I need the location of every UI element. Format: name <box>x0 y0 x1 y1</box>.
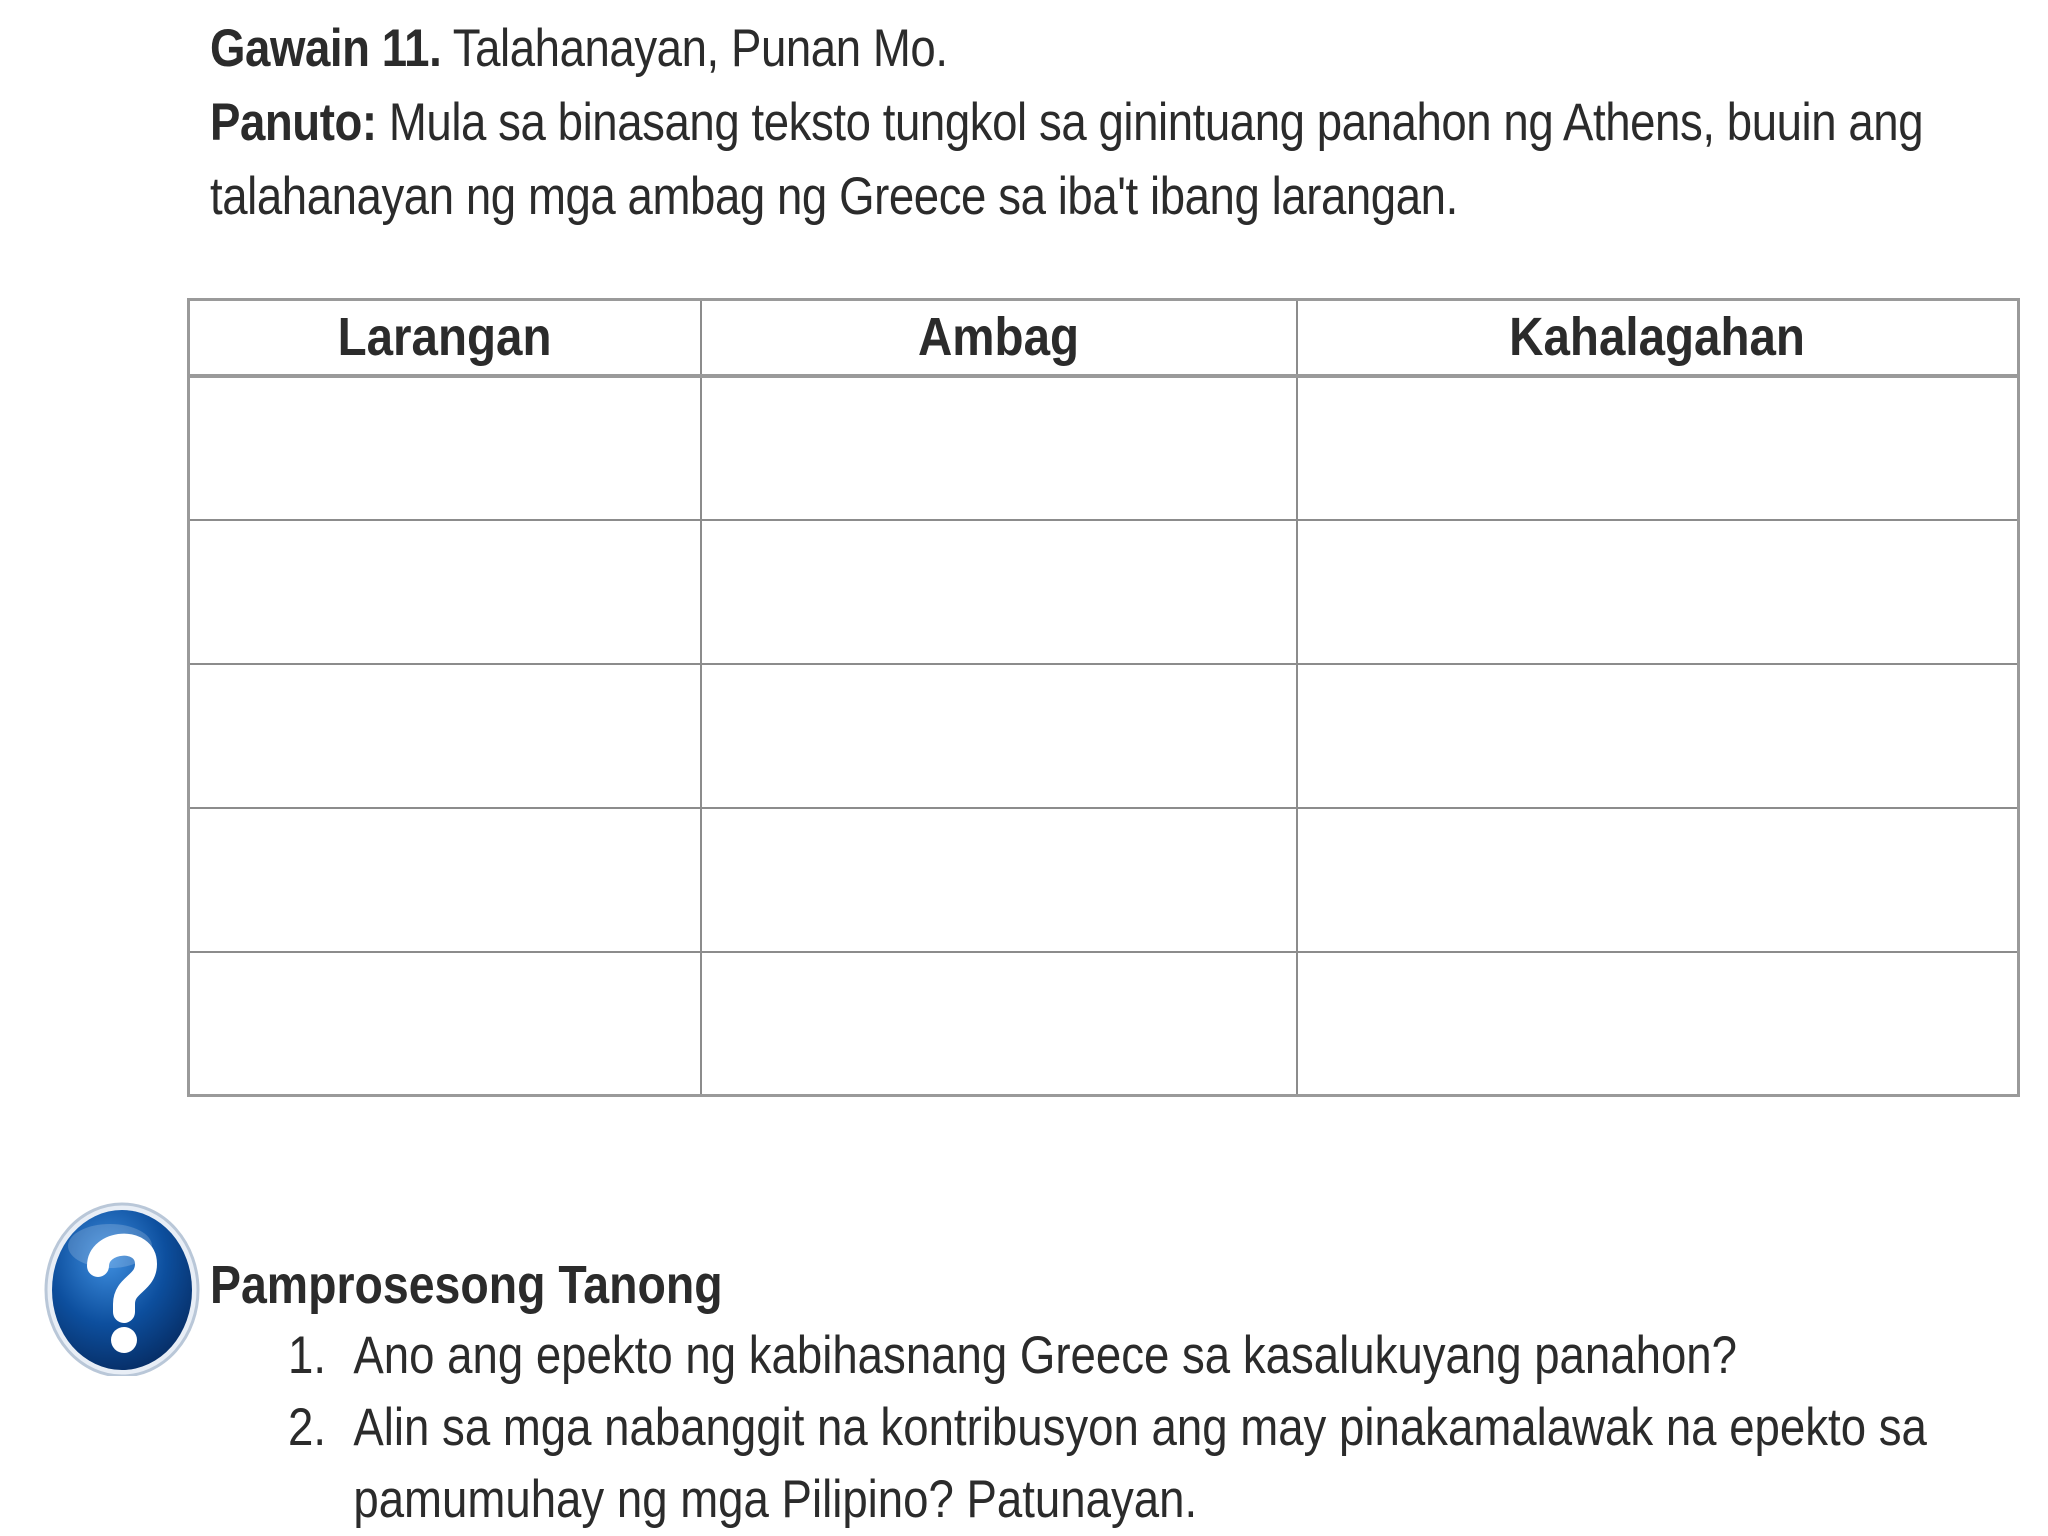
question-text: Ano ang epekto ng kabihasnang Greece sa kasalukuyang panahon? <box>353 1326 1738 1385</box>
processing-questions-list <box>288 1320 1999 1536</box>
list-item <box>288 1320 1999 1392</box>
activity-name: Talahanayan, Punan Mo. <box>452 19 948 78</box>
table-cell-kahalagahan[interactable] <box>1297 520 2019 664</box>
table-cell-larangan[interactable] <box>189 808 701 952</box>
table-cell-larangan[interactable] <box>189 376 701 520</box>
table-cell-kahalagahan[interactable] <box>1297 952 2019 1096</box>
header-kahalagahan: Kahalagahan <box>1297 300 2019 376</box>
table-row <box>189 376 2019 520</box>
table-cell-larangan[interactable] <box>189 664 701 808</box>
table-header-row <box>189 300 2019 376</box>
contributions-table <box>187 298 2020 1097</box>
table-cell-ambag[interactable] <box>701 664 1297 808</box>
header-ambag: Ambag <box>701 300 1297 376</box>
question-mark-icon <box>42 1196 202 1376</box>
activity-title <box>210 14 948 84</box>
table-cell-kahalagahan[interactable] <box>1297 808 2019 952</box>
instruction-label: Panuto: <box>210 93 377 152</box>
table-cell-ambag[interactable] <box>701 808 1297 952</box>
table-row <box>189 520 2019 664</box>
instruction-text: Mula sa binasang teksto tungkol sa ginintuang panahon ng Athens, buuin ang talahanayan ng mga ambag ng Greece sa iba't ibang larangan. <box>210 93 1924 226</box>
instruction-paragraph <box>210 86 2048 234</box>
table-row <box>189 664 2019 808</box>
table-cell-larangan[interactable] <box>189 952 701 1096</box>
question-number: 1. <box>288 1326 327 1385</box>
list-item <box>288 1392 1999 1536</box>
table-cell-larangan[interactable] <box>189 520 701 664</box>
header-larangan: Larangan <box>189 300 701 376</box>
table-row <box>189 808 2019 952</box>
question-number: 2. <box>288 1398 327 1457</box>
table-cell-ambag[interactable] <box>701 520 1297 664</box>
activity-number: Gawain 11. <box>210 19 442 78</box>
contributions-table-wrapper <box>187 298 2017 1097</box>
table-cell-kahalagahan[interactable] <box>1297 376 2019 520</box>
question-text: Alin sa mga nabanggit na kontribusyon ang may pinakamalawak na epekto sa pamumuhay ng mga Pilipino? Patunayan. <box>353 1398 1927 1529</box>
table-cell-ambag[interactable] <box>701 376 1297 520</box>
table-cell-ambag[interactable] <box>701 952 1297 1096</box>
table-row <box>189 952 2019 1096</box>
table-cell-kahalagahan[interactable] <box>1297 664 2019 808</box>
processing-questions-heading: Pamprosesong Tanong <box>210 1255 723 1315</box>
